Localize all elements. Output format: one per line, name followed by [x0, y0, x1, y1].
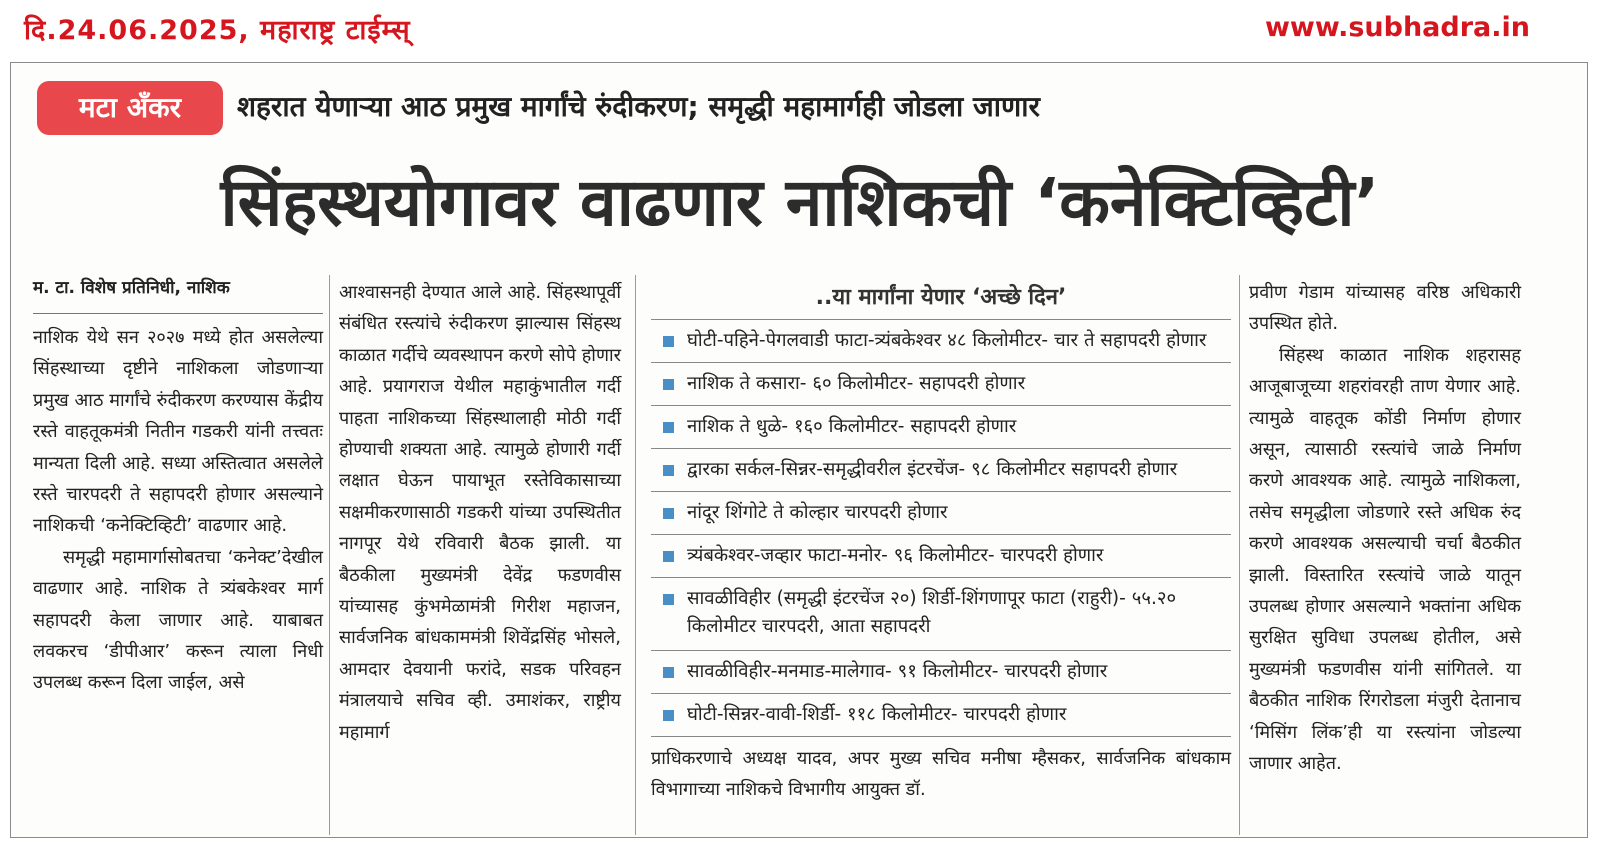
route-item: द्वारका सर्कल-सिन्नर-समृद्धीवरील इंटरचेंज- ९८ किलोमीटर सहापदरी होणार: [651, 449, 1231, 492]
square-bullet-icon: [663, 465, 674, 476]
article-column-3-text: [651, 743, 1231, 806]
paragraph: आश्वासनही देण्यात आले आहे. सिंहस्थापूर्वी संबंधित रस्त्यांचे रुंदीकरण झाल्यास सिंहस्थ काळात गर्दीचे व्यवस्थापन करणे सोपे होणार आहे. प्रयागराज येथील महाकुंभातील गर्दी पाहता नाशिकच्या सिंहस्थालाही मोठी गर्दी होण्याची शक्यता आहे. त्यामुळे होणारी गर्दी लक्षात घेऊन पायाभूत रस्तेविकासाच्या सक्षमीकरणासाठी गडकरी यांच्या उपस्थितीत नागपूर येथे रविवारी बैठक झाली. या बैठकीला मुख्यमंत्री देवेंद्र फडणवीस यांच्यासह कुंभमेळामंत्री गिरीश महाजन, सार्वजनिक बांधकाममंत्री शिवेंद्रसिंह भोसले, आमदार देवयानी फरांदे, सडक परिवहन मंत्रालयाचे सचिव व्ही. उमाशंकर, राष्ट्रीय महामार्ग: [339, 282, 621, 743]
square-bullet-icon: [663, 667, 674, 678]
route-item: सावळीविहीर-मनमाड-मालेगाव- ९१ किलोमीटर- चारपदरी होणार: [651, 651, 1231, 694]
main-headline: सिंहस्थयोगावर वाढणार नाशिकची ‘कनेक्टिव्हिटी’: [220, 164, 1380, 241]
article-column-4: [1249, 277, 1521, 780]
square-bullet-icon: [663, 710, 674, 721]
paragraph: प्रवीण गेडाम यांच्यासह वरिष्ठ अधिकारी उपस्थित होते.: [1249, 282, 1521, 335]
byline: म. टा. विशेष प्रतिनिधी, नाशिक: [33, 273, 323, 314]
kicker-headline: शहरात येणाऱ्या आठ प्रमुख मार्गांचे रुंदीकरण; समृद्धी महामार्गही जोडला जाणार: [237, 90, 1040, 123]
square-bullet-icon: [663, 508, 674, 519]
article-column-2: [339, 277, 621, 748]
article-column-1: [33, 273, 323, 699]
square-bullet-icon: [663, 551, 674, 562]
paragraph: नाशिक येथे सन २०२७ मध्ये होत असलेल्या सिंहस्थाच्या दृष्टीने नाशिकला जोडणाऱ्या प्रमुख आठ मार्गांचे रुंदीकरण करण्यास केंद्रीय रस्ते वाहतूकमंत्री नितीन गडकरी यांनी तत्त्वतः मान्यता दिली आहे. सध्या अस्तित्वात असलेले रस्ते चारपदरी ते सहापदरी होणार असल्याने नाशिकची ‘कनेक्टिव्हिटी’ वाढणार आहे.: [33, 327, 323, 537]
column-divider: [635, 275, 636, 835]
route-item: नाशिक ते धुळे- १६० किलोमीटर- सहापदरी होणार: [651, 406, 1231, 449]
route-item: सावळीविहीर (समृद्धी इंटरचेंज २०) शिर्डी-शिंगणापूर फाटा (राहुरी)- ५५.२० किलोमीटर चारपदरी, आता सहापदरी: [651, 578, 1231, 651]
routes-list: [651, 319, 1231, 737]
route-item: घोटी-सिन्नर-वावी-शिर्डी- ११८ किलोमीटर- चारपदरी होणार: [651, 694, 1231, 737]
paragraph: सिंहस्थ काळात नाशिक शहरासह आजूबाजूच्या शहरांवरही ताण येणार आहे. त्यामुळे वाहतूक कोंडी निर्माण होणार असून, त्यासाठी रस्त्यांचे जाळे निर्माण करणे आवश्यक आहे. त्यामुळे नाशिकला, तसेच समृद्धीला जोडणारे रस्ते अधिक रुंद करणे आवश्यक असल्याची चर्चा बैठकीत झाली. विस्तारित रस्त्यांचे जाळे यातून उपलब्ध होणार असल्याने भक्तांना अधिक सुरक्षित सुविधा उपलब्ध होतील, असे मुख्यमंत्री फडणवीस यांनी सांगितले. या बैठकीत नाशिक रिंगरोडला मंजुरी देतानाच ‘मिसिंग लिंक’ही या रस्त्यांना जोडल्या जाणार आहेत.: [1249, 344, 1521, 775]
paragraph: समृद्धी महामार्गासोबतचा ‘कनेक्ट’देखील वाढणार आहे. नाशिक ते त्र्यंबकेश्वर मार्ग सहापदरी केला जाणार आहे. याबाबत लवकरच ‘डीपीआर’ करून त्याला निधी उपलब्ध करून दिला जाईल, असे: [33, 546, 323, 694]
route-item: घोटी-पहिने-पेगलवाडी फाटा-त्र्यंबकेश्वर ४८ किलोमीटर- चार ते सहापदरी होणार: [651, 320, 1231, 363]
square-bullet-icon: [663, 336, 674, 347]
section-tag: मटा अँकर: [37, 81, 223, 135]
column-divider: [1239, 275, 1240, 835]
route-item: नाशिक ते कसारा- ६० किलोमीटर- सहापदरी होणार: [651, 363, 1231, 406]
square-bullet-icon: [663, 379, 674, 390]
routes-box-title: ..या मार्गांना येणार ‘अच्छे दिन’: [815, 285, 1067, 310]
column-divider: [329, 275, 330, 835]
square-bullet-icon: [663, 422, 674, 433]
route-item: त्र्यंबकेश्वर-जव्हार फाटा-मनोर- ९६ किलोमीटर- चारपदरी होणार: [651, 535, 1231, 578]
dateline: दि.24.06.2025, महाराष्ट्र टाईम्स्: [24, 15, 411, 46]
website-url[interactable]: www.subhadra.in: [1264, 12, 1530, 43]
paragraph: प्राधिकरणाचे अध्यक्ष यादव, अपर मुख्य सचिव मनीषा म्हैसकर, सार्वजनिक बांधकाम विभागाच्या नाशिकचे विभागीय आयुक्त डॉ.: [651, 748, 1231, 801]
square-bullet-icon: [663, 594, 674, 605]
route-item: नांदूर शिंगोटे ते कोल्हार चारपदरी होणार: [651, 492, 1231, 535]
article-clipping: [10, 62, 1588, 838]
clipping-header: [0, 0, 1600, 58]
